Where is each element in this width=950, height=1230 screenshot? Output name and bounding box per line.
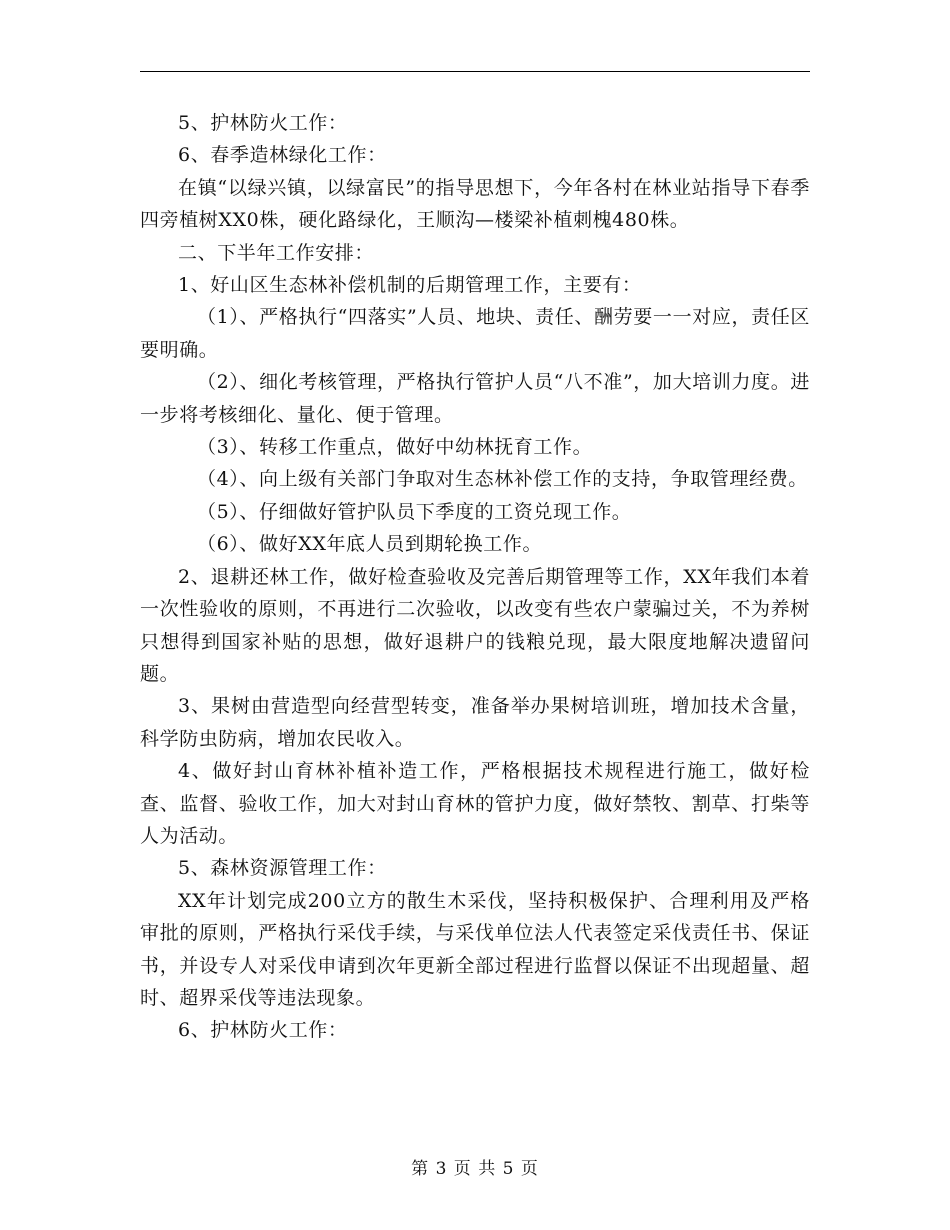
paragraph: 5、森林资源管理工作： (178, 857, 387, 880)
list-item: （6）、做好XX年底人员到期轮换工作。 (197, 533, 543, 556)
section-heading: 二、下半年工作安排： (178, 241, 375, 264)
list-item: （2）、细化考核管理，严格执行管护人员“八不准”，加大培训力度。进一步将考核细化、量化、便于管理。 (140, 371, 810, 426)
paragraph: 6、护林防火工作： (178, 1019, 348, 1042)
list-item: （3）、转移工作重点，做好中幼林抚育工作。 (197, 436, 593, 459)
list-item: （1）、严格执行“四落实”人员、地块、责任、酬劳要一一对应，责任区要明确。 (140, 306, 810, 361)
paragraph: 在镇“以绿兴镇，以绿富民”的指导思想下，今年各村在林业站指导下春季四旁植树XX0株，硬化路绿化，王顺沟—楼梁补植刺槐480株。 (140, 176, 810, 232)
paragraph: 6、春季造林绿化工作： (178, 144, 387, 167)
paragraph: 5、护林防火工作： (178, 112, 348, 134)
list-item: （4）、向上级有关部门争取对生态林补偿工作的支持，争取管理经费。 (197, 468, 808, 491)
paragraph: 3、果树由营造型向经营型转变，准备举办果树培训班，增加技术含量，科学防虫防病，增加农民收入。 (140, 695, 810, 750)
list-item: （5）、仔细做好管护队员下季度的工资兑现工作。 (197, 500, 632, 523)
paragraph: 2、退耕还林工作，做好检查验收及完善后期管理等工作，XX年我们本着一次性验收的原则，不再进行二次验收，以改变有些农户蒙骗过关，不为养树只想得到国家补贴的思想，做好退耕户的钱粮兑现，最大限度地解决遗留问题。 (140, 565, 810, 685)
paragraph: XX年计划完成200立方的散生木采伐，坚持积极保护、合理利用及严格审批的原则，严格执行采伐手续，与采伐单位法人代表签定采伐责任书、保证书，并设专人对采伐申请到次年更新全部过程进行监督以保证不出现超量、超时、超界采伐等违法现象。 (140, 889, 810, 1009)
page-number-footer: 第 3 页 共 5 页 (411, 1159, 539, 1179)
header-rule (140, 71, 810, 72)
paragraph: 1、好山区生态林补偿机制的后期管理工作，主要有： (178, 274, 642, 297)
document-body (140, 107, 810, 1047)
paragraph: 4、做好封山育林补植补造工作，严格根据技术规程进行施工，做好检查、监督、验收工作，加大对封山育林的管护力度，做好禁牧、割草、打柴等人为活动。 (140, 760, 810, 847)
